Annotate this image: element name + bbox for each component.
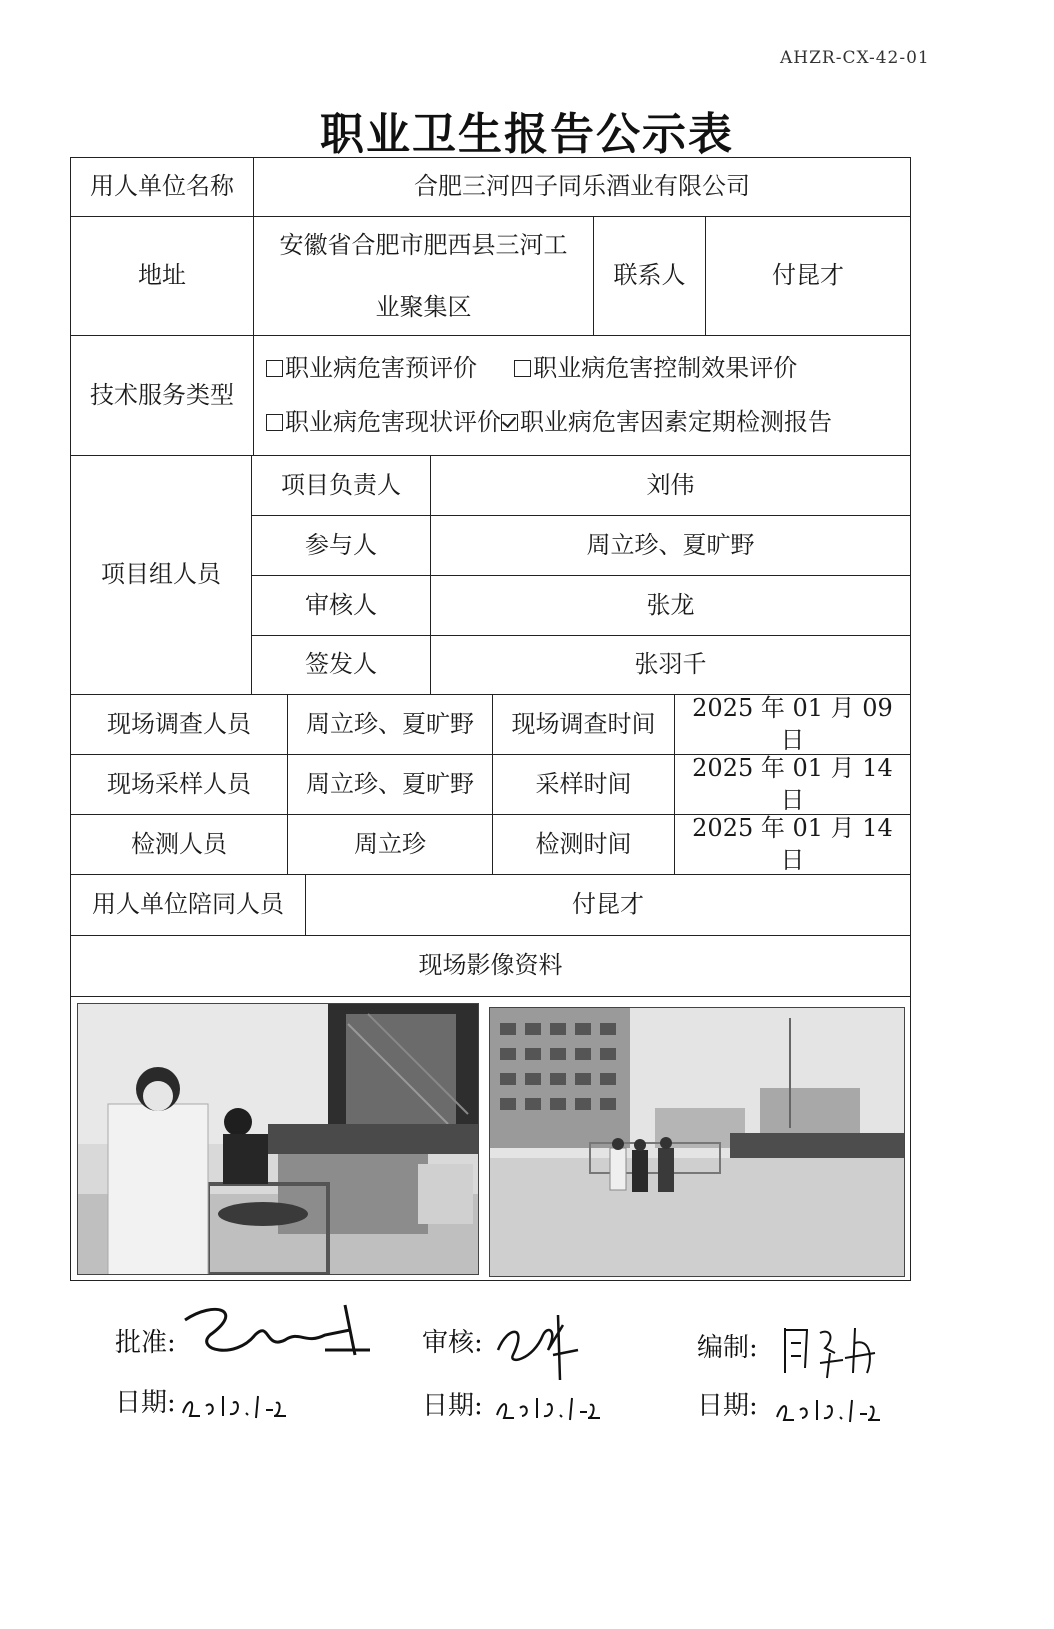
contact-value: 付昆才: [705, 216, 911, 336]
sampling-role: 现场采样人员: [70, 754, 288, 815]
service-option-status-eval[interactable]: 职业病危害现状评价: [266, 408, 501, 436]
sampling-time-label: 采样时间: [492, 754, 675, 815]
photo-outdoor-gate: [489, 1007, 905, 1277]
approve-date-handwriting: [178, 1388, 293, 1423]
review-date-label: 日期:: [422, 1391, 483, 1421]
project-team-label: 项目组人员: [70, 455, 252, 695]
approve-date-label: 日期:: [115, 1388, 176, 1418]
team-role-reviewer: 审核人: [251, 575, 431, 636]
page-title: 职业卫生报告公示表: [320, 109, 734, 160]
approve-label: 批准:: [115, 1328, 176, 1358]
compile-date-handwriting: [772, 1392, 887, 1427]
team-role-leader: 项目负责人: [251, 455, 431, 516]
compile-date-label: 日期:: [697, 1391, 758, 1421]
photos-label: 现场影像资料: [70, 935, 911, 997]
team-name-issuer: 张羽千: [430, 635, 911, 695]
indoor-scene-image: [78, 1004, 479, 1275]
sampling-people: 周立珍、夏旷野: [287, 754, 493, 815]
address-value: 安徽省合肥市肥西县三河工业聚集区: [253, 216, 594, 336]
compile-signature: [775, 1318, 885, 1383]
compile-label: 编制:: [697, 1333, 758, 1363]
review-date-handwriting: [492, 1390, 607, 1425]
sampling-date: 2025 年 01 月 14 日: [674, 754, 911, 815]
checkbox-unchecked-icon: [514, 360, 531, 377]
photo-indoor-survey: [77, 1003, 479, 1275]
service-option-periodic-test[interactable]: 职业病危害因素定期检测报告: [501, 408, 832, 436]
review-signature: [488, 1305, 588, 1385]
checkbox-unchecked-icon: [266, 414, 283, 431]
employer-label: 用人单位名称: [70, 157, 254, 217]
team-role-issuer: 签发人: [251, 635, 431, 695]
field-survey-date: 2025 年 01 月 09 日: [674, 694, 911, 755]
checkbox-checked-icon: [501, 414, 518, 431]
testing-people: 周立珍: [287, 814, 493, 875]
team-role-participant: 参与人: [251, 515, 431, 576]
service-type-options: [253, 335, 911, 456]
team-name-reviewer: 张龙: [430, 575, 911, 636]
testing-date: 2025 年 01 月 14 日: [674, 814, 911, 875]
field-survey-role: 现场调查人员: [70, 694, 288, 755]
accompany-value: 付昆才: [305, 874, 911, 936]
employer-value: 合肥三河四子同乐酒业有限公司: [253, 157, 911, 217]
document-code: AHZR-CX-42-01: [780, 48, 930, 68]
testing-time-label: 检测时间: [492, 814, 675, 875]
address-label: 地址: [70, 216, 254, 336]
field-survey-people: 周立珍、夏旷野: [287, 694, 493, 755]
field-survey-time-label: 现场调查时间: [492, 694, 675, 755]
review-label: 审核:: [422, 1328, 483, 1358]
team-name-leader: 刘伟: [430, 455, 911, 516]
accompany-label: 用人单位陪同人员: [70, 874, 306, 936]
approve-signature: [175, 1295, 375, 1375]
team-name-participant: 周立珍、夏旷野: [430, 515, 911, 576]
service-option-pre-eval[interactable]: 职业病危害预评价: [266, 354, 477, 382]
contact-label: 联系人: [593, 216, 706, 336]
outdoor-scene-image: [490, 1008, 905, 1277]
service-option-control-eval[interactable]: 职业病危害控制效果评价: [514, 354, 797, 382]
checkbox-unchecked-icon: [266, 360, 283, 377]
testing-role: 检测人员: [70, 814, 288, 875]
service-type-label: 技术服务类型: [70, 335, 254, 456]
